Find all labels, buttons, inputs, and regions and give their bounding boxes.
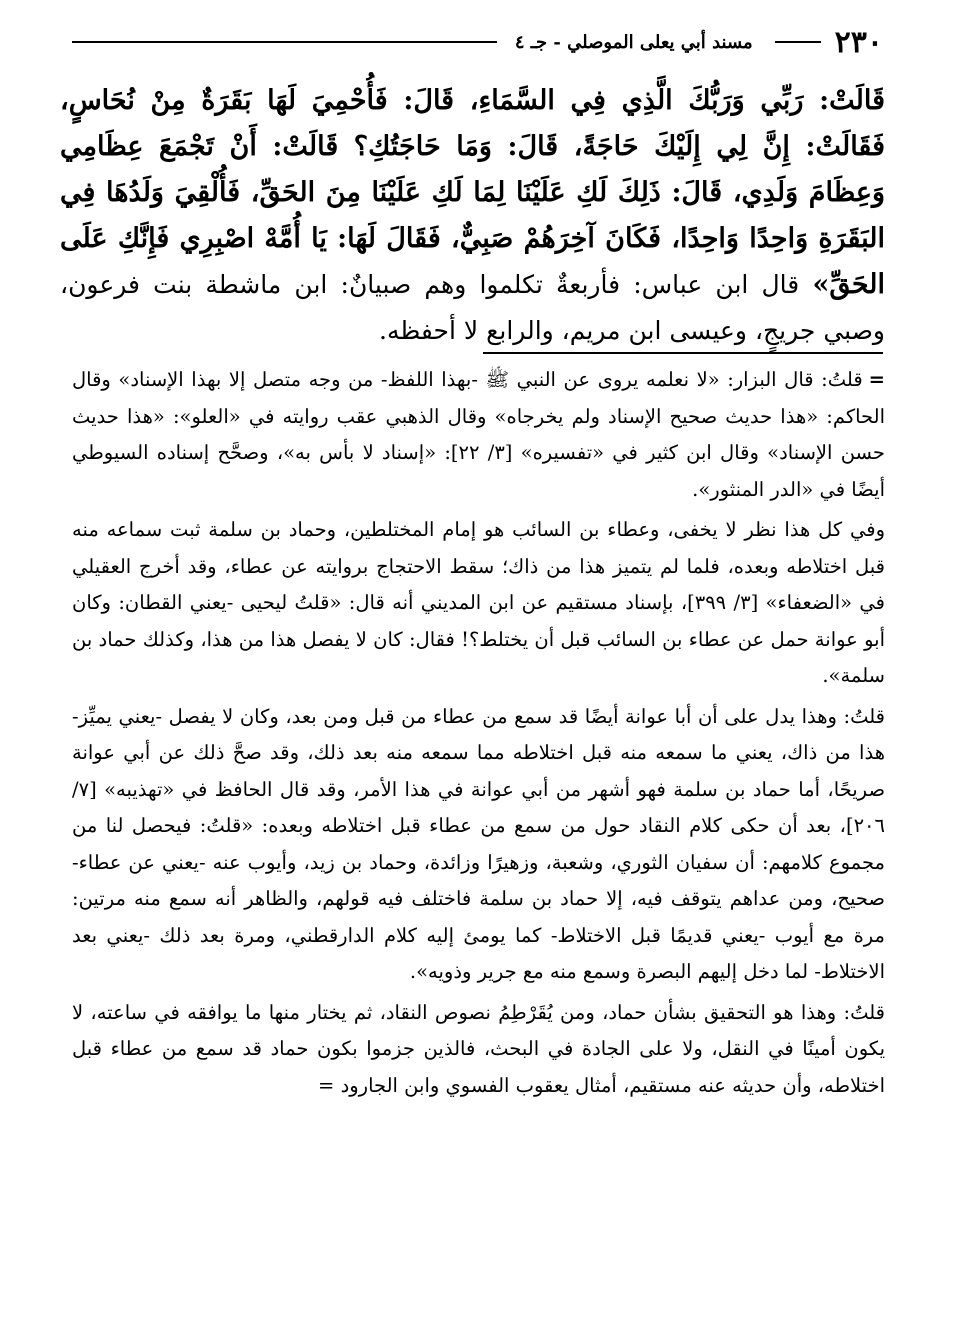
footnote-paragraph-3	[72, 699, 885, 991]
running-title: مسند أبي يعلى الموصلي - جـ ٤	[514, 31, 753, 53]
continuation-marker: =	[868, 368, 885, 391]
footnote-paragraph-1	[72, 362, 885, 508]
hadith-commentary: قال ابن عباس: فأربعةٌ تكلموا وهم صبيانٌ: ابن ماشطة بنت فرعون، وصبي جريجٍ، وعيسى ابن مريم، والرابع لا أحفظه.	[60, 270, 885, 345]
page-number: ٢٣٠	[834, 24, 883, 60]
footnote-text-1: قلتُ: قال البزار: «لا نعلمه يروى عن النبي ﷺ -بهذا اللفظ- من وجه متصل إلا بهذا الإسناد» وقال الحاكم: «هذا حديث صحيح الإسناد ولم يخرجاه» وقال الذهبي عقب روايته في «العلو»: «هذا حديث حسن الإسناد» وقال ابن كثير في «تفسيره» [٣/ ٢٢]: «إسناد لا بأس به»، وصحَّح إسناده السيوطي أيضًا في «الدر المنثور».	[72, 368, 885, 501]
footnote-paragraph-2	[72, 512, 885, 695]
footnote-divider	[483, 352, 883, 354]
header-rule-long	[72, 41, 497, 43]
hadith-matn: قَالَتْ: رَبِّي وَرَبُّكَ الَّذِي فِي السَّمَاءِ، قَالَ: فَأُحْمِيَ لَهَا بَقَرَةٌ مِنْ نُحَاسٍ، فَقَالَتْ: إِنَّ لِي إِلَيْكَ حَاجَةً، قَالَ: وَمَا حَاجَتُكِ؟ قَالَتْ: أَنْ تَجْمَعَ عِظَامِي وَعِظَامَ وَلَدِي، قَالَ: ذَلِكَ لَكِ عَلَيْنَا لِمَا لَكِ عَلَيْنَا مِنَ الحَقِّ، فَأُلْقِيَ وَلَدُهَا فِي البَقَرَةِ وَاحِدًا وَاحِدًا، فَكَانَ آخِرَهُمْ صَبِيٌّ، فَقَالَ لَهَا: يَا أُمَّهْ اصْبِرِي فَإِنَّكِ عَلَى الحَقِّ»	[60, 85, 885, 300]
page-header	[66, 22, 883, 62]
hadith-paragraph	[60, 78, 885, 354]
footnote-text-3: قلتُ: وهذا يدل على أن أبا عوانة أيضًا قد سمع من عطاء من قبل ومن بعد، وكان لا يفصل -يعني يميِّز- هذا من ذاك، يعني ما سمعه منه قبل اختلاطه مما سمعه منه بعد ذلك، وقد صحَّ ذلك عن أبي عوانة صريحًا، أما حماد بن سلمة فهو أشهر من أبي عوانة في هذا الأمر، وقد قال الحافظ في «تهذيبه» [٧/ ٢٠٦]، بعد أن حكى كلام النقاد حول من سمع من عطاء قبل اختلاطه وبعده: «قلتُ: فيحصل لنا من مجموع كلامهم: أن سفيان الثوري، وشعبة، وزهيرًا وزائدة، وحماد بن زيد، وأيوب عنه -يعني عن عطاء- صحيح، ومن عداهم يتوقف فيه، إلا حماد بن سلمة فاختلف فيه قولهم، والظاهر أنه سمع منه مرتين: مرة مع أيوب -يعني قديمًا قبل الاختلاط- كما يومئ إليه كلام الدارقطني، ومرة بعد ذلك -يعني بعد الاختلاط- لما دخل إليهم البصرة وسمع منه مع جرير وذويه».	[72, 704, 885, 983]
hadith-text	[60, 78, 885, 354]
footnote-text-4: قلتُ: وهذا هو التحقيق بشأن حماد، ومن يُقَرْطِمُ نصوص النقاد، ثم يختار منها ما يوافقه في ساعته، لا يكون أمينًا في النقل، ولا على الجادة في البحث، فالذين جزموا بكون حماد قد سمع من عطاء قبل اختلاطه، وأن حديثه عنه مستقيم، أمثال يعقوب الفسوي وابن الجارود =	[72, 1000, 885, 1097]
footnote-text-2: وفي كل هذا نظر لا يخفى، وعطاء بن السائب هو إمام المختلطين، وحماد بن سلمة ثبت سماعه منه قبل اختلاطه وبعده، فلما لم يتميز هذا من ذاك؛ سقط الاحتجاج بروايته عن عطاء، وقد أخرج العقيلي في «الضعفاء» [٣/ ٣٩٩]، بإسناد مستقيم عن ابن المديني أنه قال: «قلتُ ليحيى -يعني القطان: وكان أبو عوانة حمل عن عطاء بن السائب قبل أن يختلط؟! فقال: كان لا يفصل هذا من هذا، وكذلك حماد بن سلمة».	[72, 518, 885, 687]
header-rule-short	[775, 41, 821, 43]
footnote-paragraph-4	[72, 995, 885, 1105]
footnotes	[72, 362, 885, 1108]
